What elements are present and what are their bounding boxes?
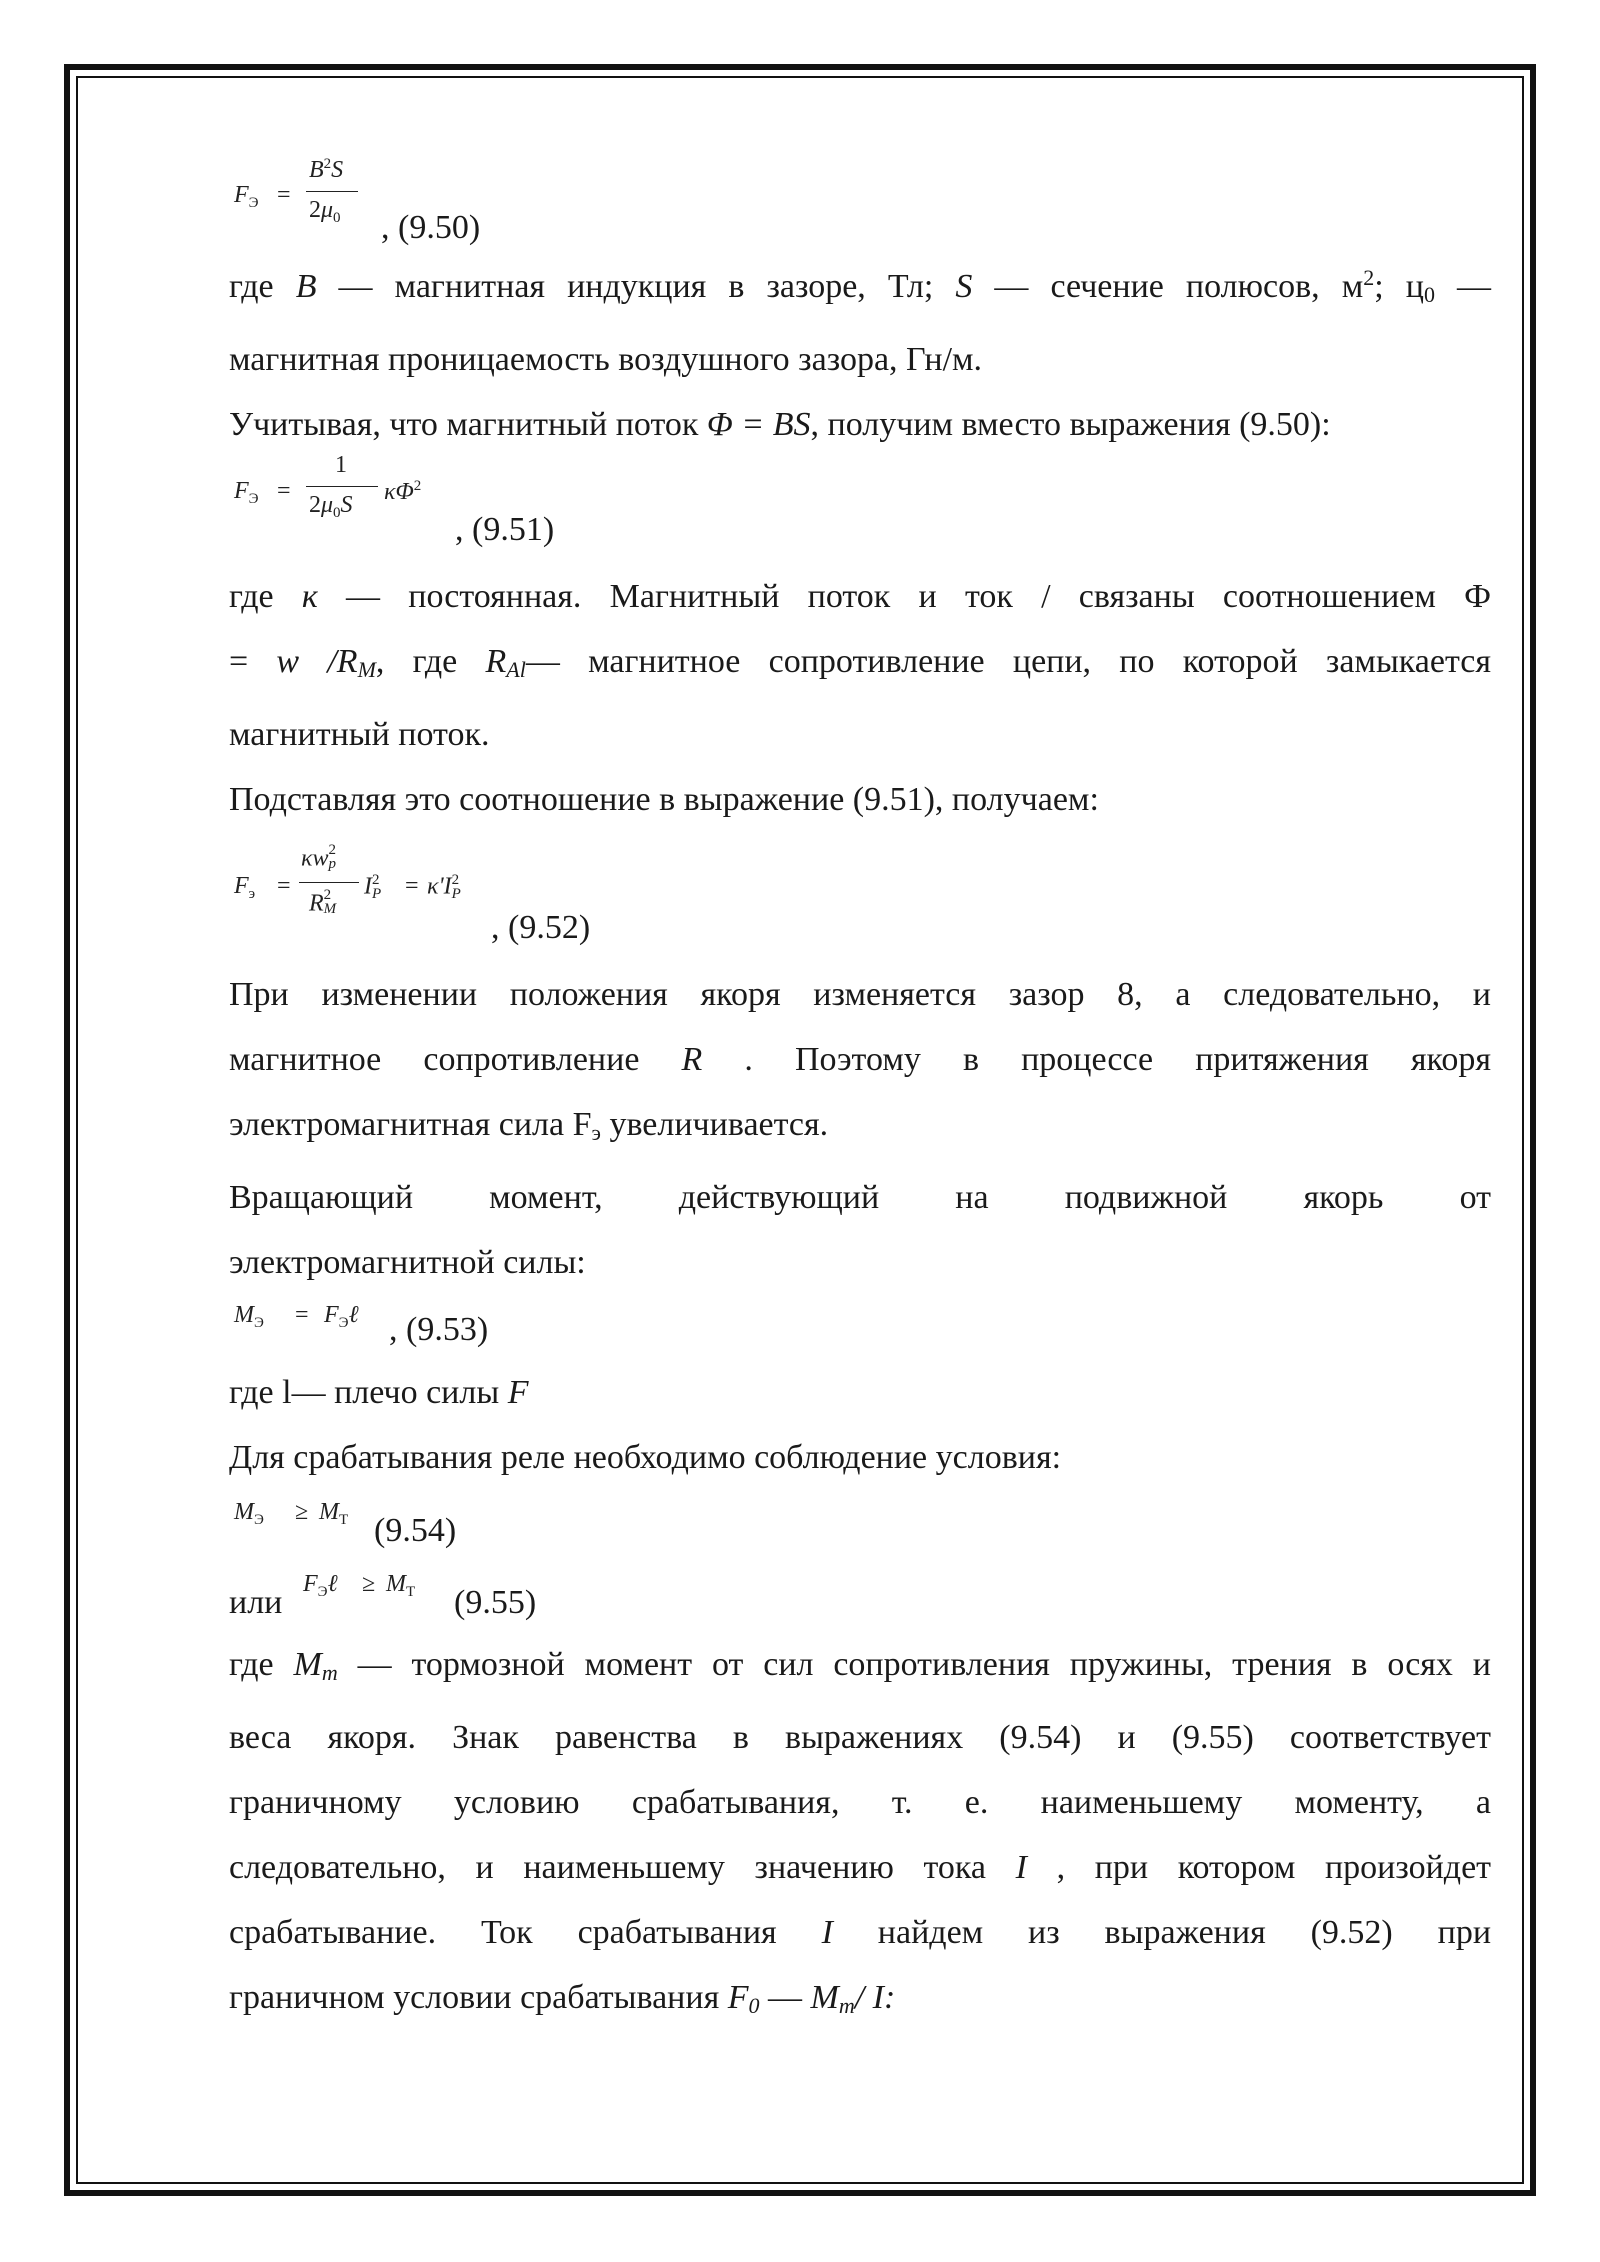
paragraph-4: Подставляя это соотношение в выражение (9.51), получаем: [229, 781, 1099, 818]
paragraph-5-line-2: магнитное сопротивление R . Поэтому в процессе притяжения якоря [229, 1041, 1491, 1078]
eq950-ref: , (9.50) [381, 209, 481, 246]
equation-9-55 [229, 1560, 1491, 1632]
paragraph-6-line-2: электромагнитной силы: [229, 1244, 586, 1281]
eq951-fraction-bar [306, 486, 378, 487]
eq954-rhs: $M_T$ [319, 1499, 349, 1528]
eq951-numerator: 1 [335, 452, 347, 478]
eq954-ge: ≥ [295, 1499, 309, 1525]
eq950-denominator: $2\mu_0$ [309, 197, 341, 226]
equation-9-54 [229, 1490, 1491, 1560]
paragraph-3-line-3: магнитный поток. [229, 716, 490, 753]
paragraph-9-line-2: веса якоря. Знак равенства в выражениях (9.54) и (9.55) соответствует [229, 1719, 1491, 1756]
eq951-equals: = [277, 478, 291, 504]
paragraph-2: Учитывая, что магнитный поток Φ = BS, получим вместо выражения (9.50): [229, 406, 1331, 443]
eq952-mid: I 2 P [364, 872, 382, 902]
paragraph-6-line-1: Вращающий момент, действующий на подвижной якорь от [229, 1179, 1491, 1216]
eq951-lhs: $F_Э$ [234, 478, 259, 507]
paragraph-1-line-2: магнитная проницаемость воздушного зазора, Гн/м. [229, 341, 983, 378]
paragraph-9-line-6: граничном условии срабатывания F0 — Mm/ I: [229, 1979, 896, 2018]
equation-9-51 [229, 452, 1491, 564]
eq950-equals: = [277, 182, 291, 208]
eq955-rhs: $M_T$ [386, 1571, 416, 1600]
paragraph-5-line-3: электромагнитная сила Fэ увеличивается. [229, 1106, 829, 1145]
equation-9-50 [229, 145, 1491, 245]
eq952-rhs: κ'I 2 P [427, 872, 461, 902]
eq952-numerator: κw 2 p [301, 842, 337, 872]
eq955-ge: ≥ [362, 1571, 376, 1597]
equation-9-52 [229, 832, 1491, 962]
eq950-lhs: $F_Э$ [234, 182, 259, 211]
eq955-ref: (9.55) [454, 1584, 537, 1621]
eq955-lhs: $F_Э\ell$ [303, 1571, 338, 1600]
eq955-prefix: или [229, 1584, 283, 1621]
eq952-fraction-bar [299, 882, 359, 883]
equation-9-53 [229, 1295, 1491, 1360]
eq950-fraction-bar [306, 191, 358, 192]
eq951-tail: $\kappa\Phi^2$ [384, 478, 422, 505]
eq951-ref: , (9.51) [455, 511, 555, 548]
paragraph-5-line-1: При изменении положения якоря изменяется зазор 8, а следовательно, и [229, 976, 1491, 1013]
eq952-lhs: $F_э$ [234, 873, 256, 902]
paragraph-1-line-1: где B — магнитная индукция в зазоре, Тл; S — сечение полюсов, $м^2$; ц0 — [229, 265, 1491, 307]
eq952-ref: , (9.52) [491, 909, 591, 946]
paragraph-3-line-2: = w /RM, где RAl— магнитное сопротивление цепи, по которой замыкается [229, 643, 1491, 682]
eq953-lhs: $M_Э$ [234, 1302, 264, 1331]
eq953-equals: = [295, 1302, 309, 1328]
eq951-denominator: $2\mu_0S$ [309, 492, 353, 521]
paragraph-9-line-1: где Mm — тормозной момент от сил сопротивления пружины, трения в осях и [229, 1646, 1491, 1685]
eq950-numerator: $B^2S$ [309, 156, 344, 183]
paragraph-7: где l— плечо силы F [229, 1374, 529, 1411]
eq953-rhs: $F_Э\ell$ [324, 1302, 359, 1331]
paragraph-8: Для срабатывания реле необходимо соблюдение условия: [229, 1439, 1062, 1476]
paragraph-3-line-1: где к — постоянная. Магнитный поток и ток / связаны соотношением Ф [229, 578, 1491, 615]
document-body [229, 145, 1491, 2038]
eq952-equals-2: = [405, 873, 419, 899]
paragraph-9-line-4: следовательно, и наименьшему значению тока I , при котором произойдет [229, 1849, 1492, 1886]
eq954-lhs: $M_Э$ [234, 1499, 264, 1528]
eq952-equals: = [277, 873, 291, 899]
paragraph-9-line-3: граничному условию срабатывания, т. е. наименьшему моменту, а [229, 1784, 1491, 1821]
eq953-ref: , (9.53) [389, 1311, 489, 1348]
eq954-ref: (9.54) [374, 1512, 457, 1549]
paragraph-9-line-5: срабатывание. Ток срабатывания I найдем из выражения (9.52) при [229, 1914, 1492, 1951]
eq952-denominator: R 2 M [309, 887, 337, 917]
